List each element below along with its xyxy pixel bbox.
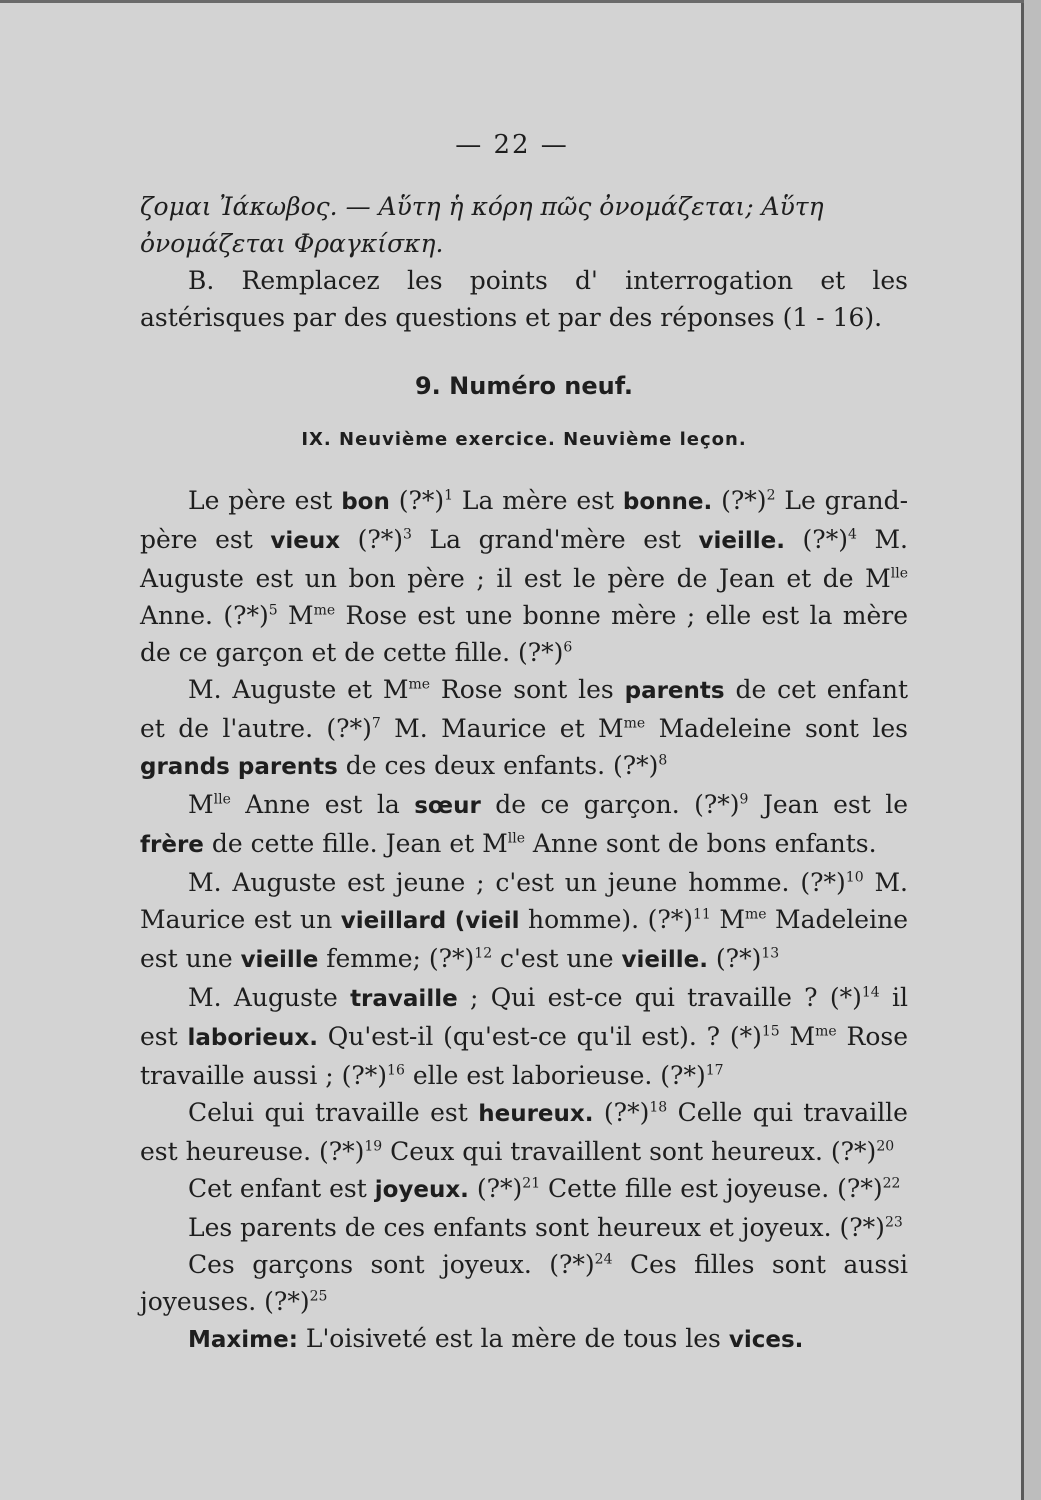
bold-term: laborieux.	[187, 1025, 318, 1051]
exercise-paragraph	[140, 864, 908, 979]
superscript: 12	[474, 945, 493, 962]
superscript: 7	[371, 715, 381, 732]
superscript: 5	[268, 602, 278, 619]
text-run: Ceux qui travaillent sont heureux. (?*)	[382, 1137, 877, 1166]
text-run: Rose est une bonne mère ; elle est la mère de ce garçon et de cette fille. (?*)	[140, 601, 908, 667]
superscript: 4	[847, 526, 857, 543]
bold-term: (vieil	[454, 908, 520, 934]
text-run: M. Auguste est un bon père ; il est le père de Jean et de M	[140, 525, 908, 593]
text-run: Ces garçons sont joyeux. (?*)	[188, 1250, 595, 1279]
text-run: de ces deux enfants. (?*)	[337, 751, 659, 780]
text-run: Madeleine sont les	[645, 714, 908, 743]
text-run: Cette fille est joyeuse. (?*)	[540, 1174, 883, 1203]
superscript: 15	[761, 1023, 780, 1040]
superscript: 9	[739, 791, 749, 808]
text-run: c'est une	[492, 944, 622, 973]
exercise-paragraph	[140, 1209, 908, 1246]
text-run: Rose sont les	[430, 675, 625, 704]
text-run: (?*)	[784, 525, 848, 554]
superscript: 1	[444, 487, 454, 504]
text-run: homme). (?*)	[519, 905, 693, 934]
text-run: M. Maurice est un	[140, 868, 909, 934]
maxim	[140, 1320, 908, 1359]
text-run: Rose travaille aussi ; (?*)	[140, 1022, 908, 1090]
text-run: (?*)	[389, 486, 445, 515]
exercise-paragraph	[140, 671, 908, 786]
superscript: 17	[705, 1062, 724, 1079]
superscript: me	[744, 906, 767, 923]
superscript: 3	[403, 526, 412, 543]
text-run: de ce garçon. (?*)	[480, 790, 740, 819]
text-run: (?*)	[712, 486, 767, 515]
superscript: 8	[658, 752, 668, 769]
text-run: (?*)	[468, 1174, 523, 1203]
text-run: M	[779, 1022, 816, 1051]
maxim-bold-word: vices.	[728, 1327, 804, 1353]
exercise-paragraph	[140, 786, 908, 864]
bold-term: parents	[624, 678, 725, 704]
text-run: femme; (?*)	[318, 944, 475, 973]
superscript: me	[408, 676, 431, 693]
greek-line-2: ὀνομάζεται Φραγκίσκη.	[140, 229, 444, 258]
text-run: M. Maurice et M	[380, 714, 624, 743]
text-run: La mère est	[453, 486, 623, 515]
superscript: me	[815, 1023, 837, 1040]
text-run: M	[188, 790, 214, 819]
text-run: Anne est la	[230, 790, 415, 819]
exercise-paragraph	[140, 979, 908, 1094]
superscript: lle	[890, 565, 908, 582]
page-top-edge	[0, 0, 1024, 3]
text-run: Celle qui travaille est heureuse. (?*)	[140, 1098, 908, 1166]
text-run: Le père est	[188, 486, 342, 515]
bold-term: heureux.	[478, 1101, 594, 1127]
text-run: (?*)	[707, 944, 762, 973]
bold-term: frère	[140, 832, 204, 858]
maxim-label: Maxime:	[188, 1327, 298, 1353]
text-run: Anne sont de bons enfants.	[524, 829, 877, 858]
page-content	[140, 188, 908, 1359]
bold-term: vieille.	[621, 947, 708, 973]
text-run: Jean est le	[748, 790, 908, 819]
bold-term: grands parents	[140, 754, 338, 780]
bold-term: travaille	[350, 986, 458, 1012]
text-run: M. Auguste et M	[188, 675, 409, 704]
superscript: 13	[761, 945, 780, 962]
text-run: Les parents de ces enfants sont heureux et joyeux. (?*)	[188, 1213, 885, 1242]
text-run: M	[710, 905, 745, 934]
superscript: 6	[563, 639, 573, 656]
exercise-paragraph	[140, 1170, 908, 1209]
text-run: il est	[140, 983, 908, 1051]
exercise-paragraph	[140, 1094, 908, 1170]
text-run: (?*)	[340, 525, 404, 554]
maxim-text: L'oisiveté est la mère de tous les	[297, 1324, 729, 1353]
superscript: me	[313, 602, 336, 619]
superscript: 19	[364, 1138, 383, 1155]
bold-term: vieille.	[698, 528, 785, 554]
superscript: 25	[309, 1288, 328, 1305]
text-run	[446, 905, 455, 934]
text-run: de cette fille. Jean et M	[203, 829, 508, 858]
text-run: Le grand-père est	[140, 486, 909, 554]
text-run: Qu'est-il (qu'est-ce qu'il est). ? (*)	[317, 1022, 762, 1051]
text-run: Anne. (?*)	[140, 601, 269, 630]
instruction-paragraph: B. Remplacez les points d' interrogation et les astérisques par des questions et par des réponses (1 - 16).	[140, 266, 908, 332]
text-run: M	[277, 601, 314, 630]
bold-term: bonne.	[622, 489, 713, 515]
bold-term: vieux	[270, 528, 341, 554]
bold-term: vieillard	[340, 908, 447, 934]
text-run: M. Auguste est jeune ; c'est un jeune homme. (?*)	[188, 868, 846, 897]
superscript: 23	[884, 1214, 903, 1231]
page-number: — 22 —	[455, 130, 569, 160]
superscript: 11	[693, 906, 711, 923]
superscript: lle	[507, 830, 525, 847]
section-subtitle: IX. Neuvième exercice. Neuvième leçon.	[301, 429, 747, 450]
text-run: de cet enfant et de l'autre. (?*)	[140, 675, 909, 743]
text-run: Madeleine est une	[140, 905, 908, 973]
exercise-body	[140, 482, 908, 1320]
bold-term: vieille	[240, 947, 319, 973]
superscript: 16	[387, 1062, 405, 1079]
text-run: M. Auguste	[188, 983, 351, 1012]
superscript: 21	[522, 1175, 541, 1192]
text-run: Ces filles sont aussi joyeuses. (?*)	[140, 1250, 908, 1316]
text-run: ; Qui est-ce qui travaille ? (*)	[457, 983, 862, 1012]
text-run: La grand'mère est	[411, 525, 699, 554]
section-title: 9. Numéro neuf.	[414, 372, 633, 400]
superscript: lle	[213, 791, 231, 808]
bold-term: bon	[341, 489, 390, 515]
superscript: 14	[861, 984, 880, 1001]
superscript: 22	[882, 1175, 901, 1192]
superscript: 18	[649, 1099, 668, 1116]
superscript: 2	[766, 487, 776, 504]
text-run: Cet enfant est	[188, 1174, 375, 1203]
text-run: Celui qui travaille est	[188, 1098, 479, 1127]
superscript: 10	[845, 869, 864, 886]
exercise-paragraph	[140, 1246, 908, 1320]
exercise-paragraph	[140, 482, 908, 671]
bold-term: sœur	[414, 793, 481, 819]
text-run: (?*)	[593, 1098, 650, 1127]
bold-term: joyeux.	[374, 1177, 469, 1203]
superscript: me	[623, 715, 646, 732]
superscript: 20	[876, 1138, 895, 1155]
text-run: elle est laborieuse. (?*)	[404, 1061, 706, 1090]
greek-line-1: ζομαι Ἰάκωβος. — Αὕτη ἡ κόρη πῶς ὀνομάζεται; Αὕτη	[140, 192, 824, 221]
superscript: 24	[594, 1251, 613, 1268]
